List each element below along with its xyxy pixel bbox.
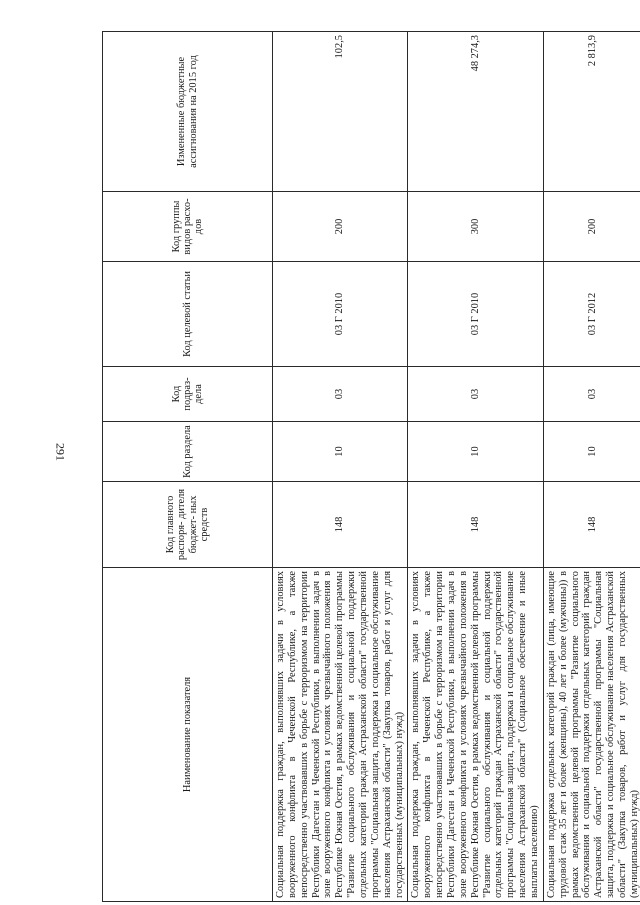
row-amount: 48 274,3 xyxy=(408,32,543,192)
row-expense-group-code: 200 xyxy=(543,192,640,262)
row-indicator-name: Социальная поддержка граждан, выполнявших задачи в условиях вооруженного конфликта в Чеченской Республике, а также непосредственно участвовавших в борьбе с терроризмом на территории Республики Дагестан и Чеченской Республики, в выполнении задач в зоне вооруженного конфликта и условиях чрезвычайного положения в Республике Южная Осетия, в рамках ведомственной целевой программы "Развитие социального обслуживания и социальной поддержки отдельных категорий граждан Астраханской области" государственной программы "Социальная защита, поддержка и социальное обслуживание населения Астраханской области" (Социальное обеспечение и иные выплаты населению) xyxy=(408,568,543,902)
row-admin-code: 148 xyxy=(543,482,640,568)
row-target-code: 03 Г 2012 xyxy=(543,262,640,367)
row-target-code: 03 Г 2010 xyxy=(408,262,543,367)
header-subsection-code: Код подраз- дела xyxy=(103,367,273,422)
row-subsection-code: 03 xyxy=(543,367,640,422)
row-admin-code: 148 xyxy=(273,482,408,568)
row-section-code: 10 xyxy=(543,422,640,482)
header-indicator-name: Наименование показателя xyxy=(103,568,273,902)
page-number: 291 xyxy=(53,443,68,461)
header-section-code: Код раздела xyxy=(103,422,273,482)
header-target-code: Код целевой статьи xyxy=(103,262,273,367)
table-header-row xyxy=(103,32,273,902)
header-amount-2015: Измененные бюджетные ассигнования на 2015 год xyxy=(103,32,273,192)
row-admin-code: 148 xyxy=(408,482,543,568)
rotated-page-content xyxy=(102,32,640,902)
header-expense-group-code: Код группы видов расхо- дов xyxy=(103,192,273,262)
row-indicator-name: Социальная поддержка отдельных категорий граждан (лица, имеющие трудовой стаж 35 лет и более (женщины), 40 лет и более (мужчины)) в рамках ведомственной целевой программы "Развитие социального обслуживания и социальной поддержки отдельных категорий граждан Астраханской области" государственной программы "Социальная защита, поддержка и социальное обслуживание населения Астраханской области" (Закупка товаров, работ и услуг для государственных (муниципальных) нужд) xyxy=(543,568,640,902)
row-target-code: 03 Г 2010 xyxy=(273,262,408,367)
row-subsection-code: 03 xyxy=(408,367,543,422)
row-amount: 2 813,9 xyxy=(543,32,640,192)
header-admin-code: Код главного распоря- дителя бюджет- ных средств xyxy=(103,482,273,568)
row-expense-group-code: 300 xyxy=(408,192,543,262)
table-row xyxy=(273,32,408,902)
row-expense-group-code: 200 xyxy=(273,192,408,262)
table-row xyxy=(408,32,543,902)
row-section-code: 10 xyxy=(408,422,543,482)
row-subsection-code: 03 xyxy=(273,367,408,422)
row-section-code: 10 xyxy=(273,422,408,482)
table-row xyxy=(543,32,640,902)
budget-allocations-table xyxy=(102,31,640,902)
row-indicator-name: Социальная поддержка граждан, выполнявших задачи в условиях вооруженного конфликта в Чеченской Республике, а также непосредственно участвовавших в борьбе с терроризмом на территории Республики Дагестан и Чеченской Республики, в выполнении задач в зоне вооруженного конфликта и условиях чрезвычайного положения в Республике Южная Осетия, в рамках ведомственной целевой программы "Развитие социального обслуживания и социальной поддержки отдельных категорий граждан Астраханской области" государственной программы "Социальная защита, поддержка и социальное обслуживание населения Астраханской области" (Закупка товаров, работ и услуг для государственных (муниципальных) нужд) xyxy=(273,568,408,902)
row-amount: 102,5 xyxy=(273,32,408,192)
